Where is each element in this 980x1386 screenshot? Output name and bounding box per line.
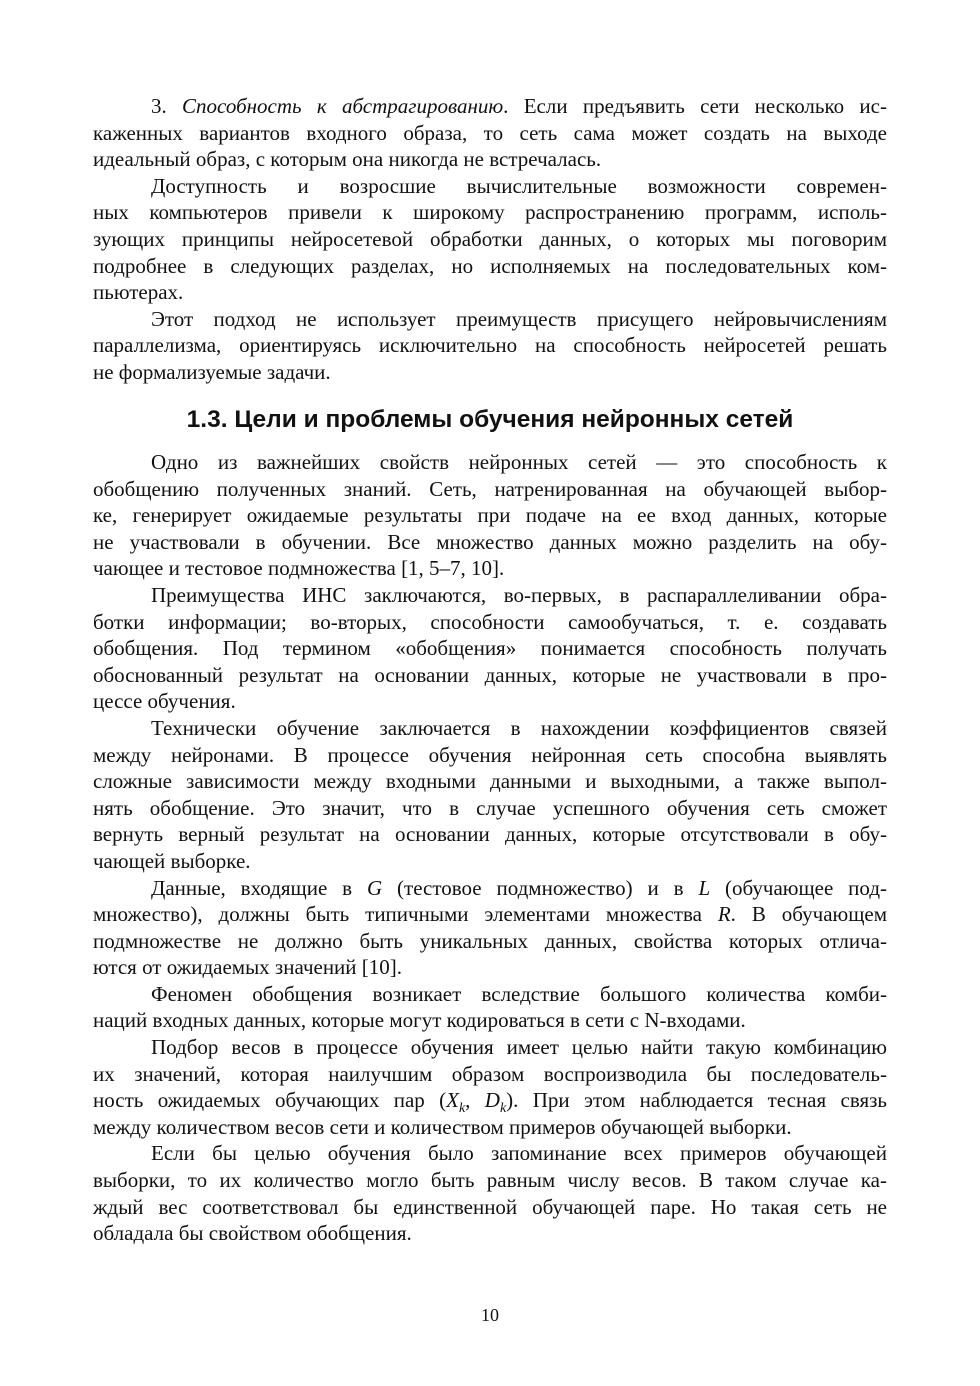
text-run: вернуть верный результат на основании данных, которые отсутствовали в обу- <box>93 822 887 847</box>
text-run: ждый вес соответствовал бы единственной обучающей паре. Но такая сеть не <box>93 1194 887 1219</box>
italic-text: D <box>484 1088 500 1113</box>
italic-text: G <box>366 875 383 900</box>
text-line <box>93 821 887 848</box>
text-line <box>93 226 887 253</box>
text-line <box>93 954 887 981</box>
text-run: подмножестве не должно быть уникальных данных, свойства которых отлича- <box>93 928 887 953</box>
text-line <box>93 662 887 689</box>
text-run: между нейронами. В процессе обучения нейронная сеть способна выявлять <box>93 742 887 767</box>
paragraph <box>93 715 887 875</box>
text-line <box>93 253 887 280</box>
text-line <box>93 279 887 306</box>
italic-text: k <box>499 1101 507 1117</box>
text-run: Технически обучение заключается в нахождении коэффициентов связей <box>151 715 887 740</box>
italic-text: k <box>458 1101 466 1117</box>
text-run: не формализуемые задачи. <box>93 359 331 384</box>
italic-text: L <box>698 875 711 900</box>
text-line <box>93 1114 887 1141</box>
text-run: ются от ожидаемых значений [10]. <box>93 955 403 980</box>
text-line <box>93 199 887 226</box>
text-line <box>93 1194 887 1221</box>
text-run: 3. <box>151 94 183 118</box>
text-run: Одно из важнейших свойств нейронных сетей — это способность к <box>151 450 887 474</box>
text-line <box>93 981 887 1008</box>
italic-text: X <box>446 1088 459 1113</box>
text-run: множество), должны быть типичными элементами множества <box>93 902 718 927</box>
text-line <box>93 555 887 582</box>
text-line <box>93 146 887 173</box>
text-run: Доступность и возросшие вычислительные возможности современ- <box>151 173 887 198</box>
text-line <box>93 901 887 928</box>
text-run: Феномен обобщения возникает вследствие большого количества комби- <box>151 981 887 1006</box>
text-run: пьютерах. <box>93 280 184 305</box>
paragraph <box>93 582 887 715</box>
section-text-block <box>93 449 887 1247</box>
paragraph <box>93 173 887 306</box>
text-run: не участвовали в обучении. Все множество данных можно разделить на обу- <box>93 529 887 554</box>
text-run: подробнее в следующих разделах, но исполняемых на последовательных ком- <box>93 253 887 278</box>
paragraph <box>93 93 887 173</box>
text-line <box>93 476 887 503</box>
text-run: ке, генерирует ожидаемые результаты при подаче на ее вход данных, которые <box>93 503 887 528</box>
text-run: обобщения. Под термином «обобщения» понимается способность получать <box>93 636 887 661</box>
text-line <box>93 1007 887 1034</box>
paragraph <box>93 1034 887 1140</box>
text-run: . В обучающем <box>730 902 887 927</box>
text-line <box>93 529 887 556</box>
text-line <box>93 928 887 955</box>
text-line <box>93 1061 887 1088</box>
italic-text: Способность к абстрагированию <box>182 94 504 118</box>
paragraph <box>93 306 887 386</box>
text-run: Подбор весов в процессе обучения имеет целью найти такую комбинацию <box>151 1035 887 1060</box>
text-run: обобщению полученных знаний. Сеть, натренированная на обучающей выбор- <box>93 476 887 501</box>
text-run: , <box>465 1088 485 1113</box>
text-run: ботки информации; во-вторых, способности самообучаться, т. е. создавать <box>93 609 887 634</box>
text-line <box>93 1140 887 1167</box>
text-line <box>93 715 887 742</box>
text-run: ность ожидаемых обучающих пар ( <box>93 1088 447 1113</box>
paragraph <box>93 1140 887 1246</box>
text-run: чающей выборке. <box>93 848 251 873</box>
text-line <box>93 688 887 715</box>
text-run: чающее и тестовое подмножества [1, 5–7, 10]. <box>93 556 505 581</box>
text-run: цессе обучения. <box>93 689 236 714</box>
text-line <box>93 635 887 662</box>
text-line <box>93 1087 888 1117</box>
text-line <box>93 120 887 147</box>
page-number: 10 <box>481 1305 499 1325</box>
text-line <box>93 449 887 476</box>
paragraph <box>93 981 887 1034</box>
text-line <box>93 359 887 386</box>
text-run: выборки, то их количество могло быть равным числу весов. В таком случае ка- <box>93 1168 887 1193</box>
italic-text: R <box>717 902 731 927</box>
text-run: . Если предъявить сети несколько ис- <box>503 94 887 118</box>
text-line <box>93 1167 887 1194</box>
text-run: Этот подход не использует преимуществ присущего нейровычислениям <box>151 306 887 331</box>
text-run: ных компьютеров привели к широкому распространению программ, исполь- <box>93 200 887 225</box>
text-line <box>93 306 887 333</box>
text-line <box>93 1220 887 1247</box>
text-line <box>93 768 887 795</box>
text-run: параллелизма, ориентируясь исключительно на способность нейросетей решать <box>93 333 887 358</box>
intro-text-block <box>93 93 887 386</box>
text-run: обладала бы свойством обобщения. <box>93 1221 412 1246</box>
paragraph <box>93 875 887 981</box>
text-line <box>93 609 887 636</box>
text-line <box>93 582 887 609</box>
text-run: их значений, которая наилучшим образом воспроизводила бы последователь- <box>93 1061 887 1086</box>
text-run: каженных вариантов входного образа, то сеть сама может создать на выходе <box>93 120 887 145</box>
text-line <box>93 875 887 902</box>
text-line <box>93 502 887 529</box>
text-run: нять обобщение. Это значит, что в случае успешного обучения сеть сможет <box>93 795 887 820</box>
text-line <box>93 742 887 769</box>
text-line <box>93 332 887 359</box>
text-line <box>93 848 887 875</box>
text-run: Данные, входящие в <box>151 875 367 900</box>
text-run: Если бы целью обучения было запоминание всех примеров обучающей <box>151 1141 887 1166</box>
text-line <box>93 795 887 822</box>
text-run: между количеством весов сети и количеством примеров обучающей выборки. <box>93 1114 792 1139</box>
text-run: (тестовое подмножество) и в <box>382 875 699 900</box>
text-line <box>93 93 887 120</box>
section-heading: 1.3. Цели и проблемы обучения нейронных сетей <box>186 406 794 433</box>
text-run: обоснованный результат на основании данных, которые не участвовали в про- <box>93 662 887 687</box>
text-line <box>93 1034 887 1061</box>
text-run: (обучающее под- <box>710 875 887 900</box>
text-run: Преимущества ИНС заключаются, во-первых, в распараллеливании обра- <box>151 582 887 607</box>
paragraph <box>93 449 887 582</box>
text-run: зующих принципы нейросетевой обработки данных, о которых мы поговорим <box>93 226 887 251</box>
text-line <box>93 173 887 200</box>
text-run: сложные зависимости между входными данными и выходными, а также выпол- <box>93 769 887 794</box>
text-run: идеальный образ, с которым она никогда не встречалась. <box>93 147 602 172</box>
text-run: наций входных данных, которые могут кодироваться в сети с N-входами. <box>93 1008 746 1033</box>
text-run: ). При этом наблюдается тесная связь <box>506 1088 888 1113</box>
